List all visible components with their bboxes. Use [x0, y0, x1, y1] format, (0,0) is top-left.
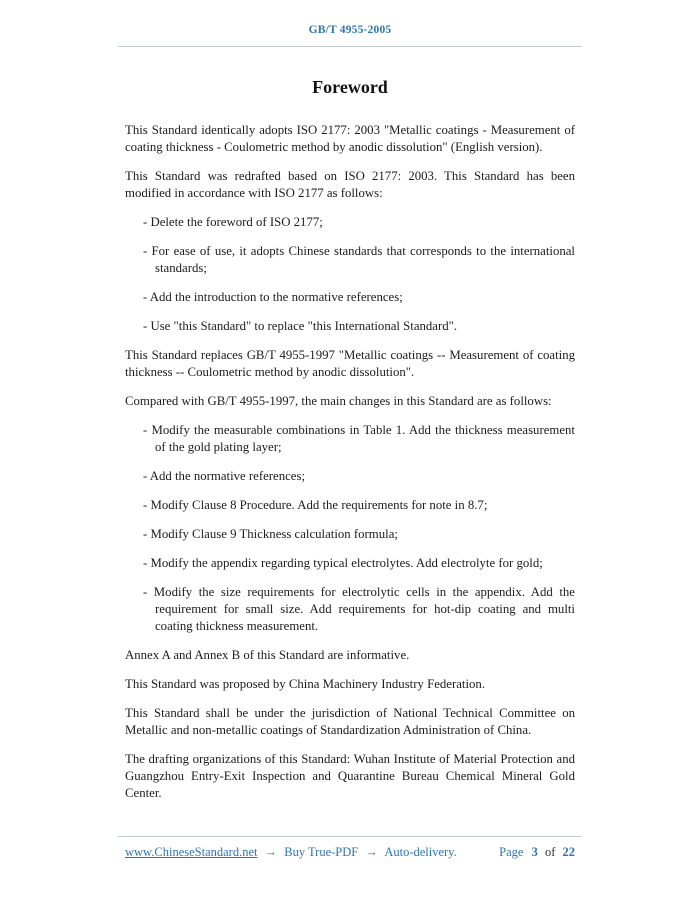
- paragraph-replaces: This Standard replaces GB/T 4955-1997 "Metallic coatings -- Measurement of coating thickness -- Coulometric method by anodic dissolution".: [125, 348, 575, 379]
- page-footer: [118, 836, 582, 860]
- list-item-iso-change: - Add the introduction to the normative references;: [143, 290, 403, 304]
- auto-delivery-text: Auto-delivery.: [384, 845, 457, 859]
- list-item-iso-change: - Use "this Standard" to replace "this International Standard".: [143, 319, 458, 333]
- paragraph-compared: Compared with GB/T 4955-1997, the main changes in this Standard are as follows:: [125, 394, 552, 408]
- list-item-iso-change: - For ease of use, it adopts Chinese standards that corresponds to the international standards;: [143, 244, 575, 275]
- paragraph-drafting: The drafting organizations of this Standard: Wuhan Institute of Material Protection and Guangzhou Entry-Exit Inspection and Quarantine Bureau Chemical Mineral Gold Center.: [125, 752, 575, 800]
- arrow-icon: →: [365, 845, 378, 859]
- document-body: [118, 122, 582, 802]
- page-indicator: [499, 845, 575, 860]
- document-code-header: GB/T 4955-2005: [308, 24, 392, 36]
- footer-promo-line: [125, 845, 457, 860]
- paragraph-annex: Annex A and Annex B of this Standard are informative.: [125, 648, 410, 662]
- list-item-main-change: - Modify Clause 8 Procedure. Add the requirements for note in 8.7;: [143, 498, 488, 512]
- list-item-main-change: - Modify Clause 9 Thickness calculation formula;: [143, 527, 398, 541]
- current-page-number: 3: [531, 845, 538, 859]
- paragraph-proposed: This Standard was proposed by China Machinery Industry Federation.: [125, 677, 486, 691]
- site-link[interactable]: www.ChineseStandard.net: [125, 845, 258, 859]
- total-page-number: 22: [562, 845, 575, 859]
- list-item-main-change: - Modify the measurable combinations in Table 1. Add the thickness measurement of the gold plating layer;: [143, 423, 575, 454]
- of-word: of: [544, 845, 556, 859]
- page-title: Foreword: [312, 77, 388, 97]
- list-item-iso-change: - Delete the foreword of ISO 2177;: [143, 215, 323, 229]
- page-word: Page: [499, 845, 524, 859]
- paragraph-adopts-iso: This Standard identically adopts ISO 2177: 2003 "Metallic coatings - Measurement of coating thickness - Coulometric method by anodic dissolution" (English version).: [125, 123, 575, 154]
- list-item-main-change: - Modify the size requirements for electrolytic cells in the appendix. Add the requirement for small size. Add requirements for hot-dip coating and multi coating thickness measurement.: [143, 585, 575, 633]
- buy-true-pdf-text: Buy True-PDF: [284, 845, 359, 859]
- header-divider: [118, 46, 582, 47]
- list-item-main-change: - Modify the appendix regarding typical electrolytes. Add electrolyte for gold;: [143, 556, 543, 570]
- paragraph-redrafted: This Standard was redrafted based on ISO 2177: 2003. This Standard has been modified in accordance with ISO 2177 as follows:: [125, 169, 575, 200]
- paragraph-jurisdiction: This Standard shall be under the jurisdiction of National Technical Committee on Metallic and non-metallic coatings of Standardization Administration of China.: [125, 706, 575, 737]
- arrow-icon: →: [264, 845, 278, 859]
- list-item-main-change: - Add the normative references;: [143, 469, 306, 483]
